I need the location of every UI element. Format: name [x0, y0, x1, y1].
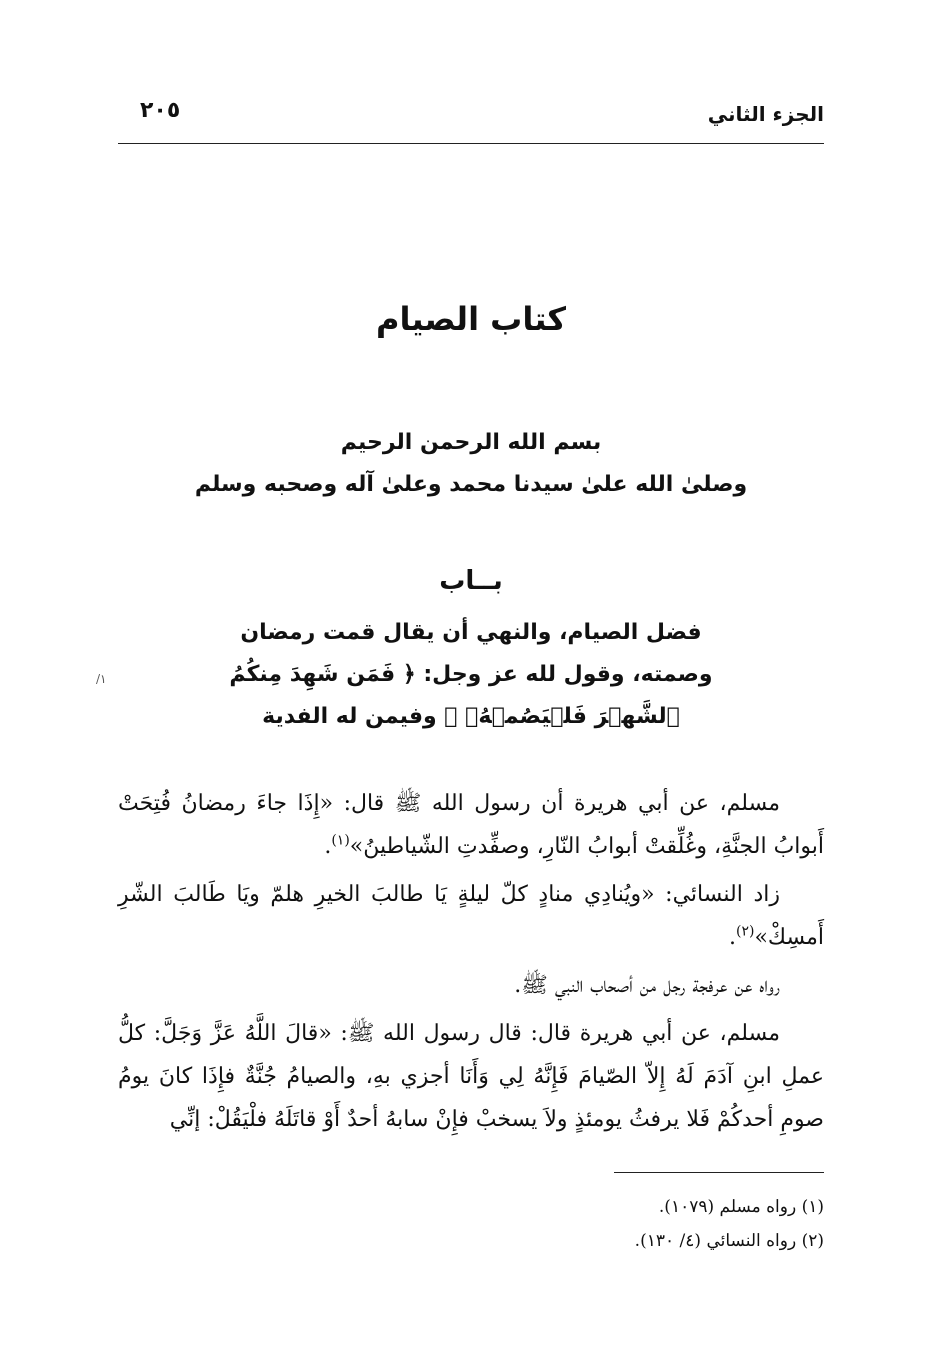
header-divider	[118, 143, 824, 144]
footnote-ref: (٢)	[736, 923, 755, 940]
body-text	[118, 782, 824, 1146]
running-header	[118, 98, 824, 134]
paragraph-text: رواه عن عرفجة رجل من أصحاب النبي ﷺ.	[514, 973, 780, 998]
salutation-line: وصلىٰ الله علىٰ سيدنا محمد وعلىٰ آله وصحبه وسلم	[194, 472, 748, 497]
chapter-heading-line: ٱلشَّهۡرَ فَلۡيَصُمۡهُۖ ﴾ وفيمن له الفدية	[262, 704, 680, 729]
paragraph-text: مسلم، عن أبي هريرة أن رسول الله ﷺ قال: «إِذَا جاءَ رمضانُ فُتِحَتْ أَبوابُ الجنَّةِ، وغُلِّقتْ أبوابُ النّارِ، وصفِّدتِ الشّياطينُ»	[118, 791, 824, 859]
paragraph-tail: .	[324, 834, 332, 859]
footnotes	[118, 1190, 824, 1258]
footnote-ref: (١)	[331, 832, 350, 849]
paragraph-text: مسلم، عن أبي هريرة قال: قال رسول الله ﷺ: «قالَ اللَّهُ عَزَّ وَجَلَّ: كلُّ عملِ ابنِ آدَمَ لَهُ إِلاّ الصّيامَ فَإِنَّهُ لِي وَأَنَا أجزي بهِ، والصيامُ جُنَّةٌ فإِذَا كانَ يومُ صومِ أحدكُمْ فَلا يرفثُ يومئذٍ ولاَ يسخبْ فإِنْ سابهُ أحدٌ أَوْ قاتَلَهُ فلْيَقُلْ: إنِّي	[118, 1021, 824, 1132]
paragraph	[118, 873, 824, 959]
paragraph	[118, 964, 824, 1007]
chapter-heading-line: وصمته، وقول لله عز وجل: ﴿ فَمَن شَهِدَ مِنكُمُ	[229, 662, 713, 687]
footnote-divider	[614, 1172, 824, 1173]
paragraph	[118, 1012, 824, 1141]
paragraph-tail: .	[729, 925, 736, 950]
margin-mark: ١/	[96, 672, 107, 686]
book-title: كتاب الصيام	[375, 300, 567, 338]
page-number: ٢٠٥	[140, 98, 181, 123]
paragraph	[118, 782, 824, 868]
chapter-heading	[118, 612, 824, 738]
footnote: (٢) رواه النسائي (٤/ ١٣٠).	[634, 1231, 824, 1251]
basmala-line: بسم الله الرحمن الرحيم	[340, 430, 602, 455]
chapter-heading-line: فضل الصيام، والنهي أن يقال قمت رمضان	[240, 620, 702, 645]
paragraph-text: زاد النسائي: «ويُنادِي منادٍ كلّ ليلةٍ يَا طالبَ الخيرِ هلمّ ويَا طَالبَ الشّرِ أَمسِكْ»	[118, 882, 824, 950]
basmala-block	[118, 422, 824, 506]
footnote: (١) رواه مسلم (١٠٧٩).	[658, 1197, 824, 1217]
chapter-label: بــاب	[439, 566, 503, 596]
part-title: الجزء الثاني	[707, 102, 824, 126]
